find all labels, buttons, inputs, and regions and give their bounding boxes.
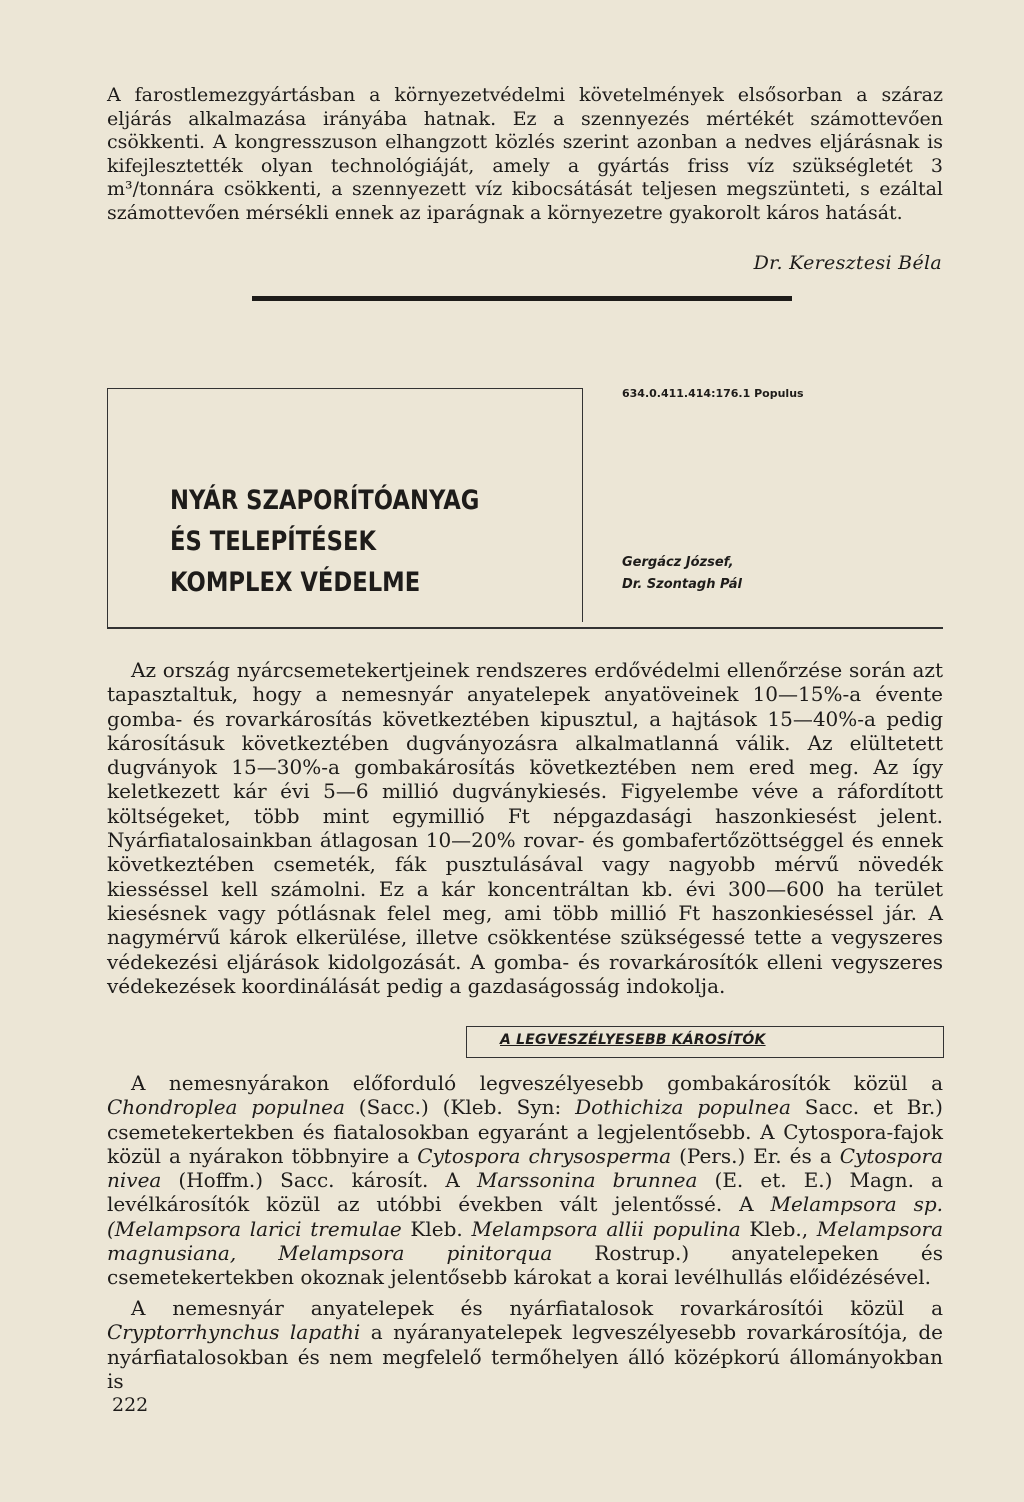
p2-text-3: Sacc. et Br.) csemetekertekben és fiatalosokban egyaránt a legjelentősebb. A Cytospora-fajok közül a nyárakon többnyire a <box>107 1095 943 1168</box>
p2-species-1: Chondroplea populnea <box>107 1095 345 1120</box>
intro-signature: Dr. Keresztesi Béla <box>753 252 942 274</box>
p2-species-7: Melampsora allii populina <box>471 1216 741 1241</box>
p2-text-9: Rostrup.) anyatelepeken és csemetekertekben okoznak jelentősebb károkat a korai levélhullás előidézésével. <box>107 1241 943 1290</box>
article-title-line-1: NYÁR SZAPORÍTÓANYAG <box>170 485 480 516</box>
body-paragraph-2 <box>107 1071 943 1290</box>
section-heading: A LEGVESZÉLYESEBB KÁROSÍTÓK <box>500 1032 766 1048</box>
frame-top-line <box>107 388 582 389</box>
section-heading-box <box>466 1026 944 1058</box>
frame-bottom-line <box>107 627 943 629</box>
frame-left-line <box>107 388 108 628</box>
p3-text-2: a nyáranyatelepek legveszélyesebb rovarkárosítója, de nyárfiatalosokban és nem megfelelő termőhelyen álló középkorú állományokban is <box>107 1320 943 1393</box>
p3-text-1: A nemesnyár anyatelepek és nyárfiatalosok rovarkárosítói közül a <box>131 1296 943 1320</box>
p2-text-2: (Sacc.) (Kleb. Syn: <box>344 1095 576 1120</box>
page-number: 222 <box>112 1394 149 1416</box>
body-paragraph-1: Az ország nyárcsemetekertjeinek rendszeres erdővédelmi ellenőrzése során azt tapasztaltuk, hogy a nemesnyár anyatelepek anyatöveinek 10—15%-a évente gomba- és rovarkárosítás következtében kipusztul, a hajtások 15—40%-a pedig károsításuk következtében dugványozásra alkalmatlanná válik. Az elültetett dugványok 15—30%-a gombakárosítás következtében nem ered meg. Az így keletkezett kár évi 5—6 millió dugványkiesés. Figyelembe véve a ráfordított költségeket, több mint egymillió Ft népgazdasági haszonkiesést jelent. Nyárfiatalosainkban átlagosan 10—20% rovar- és gombafertőzöttséggel és ennek következtében csemeték, fák pusztulásával vagy nagyobb mérvű növedék kiesséssel kell számolni. Ez a kár koncentráltan kb. évi 300—600 ha terület kiesésnek vagy pótlásnak felel meg, ami több millió Ft haszonkieséssel jár. A nagymérvű károk elkerülése, illetve csökkentése szükségessé tette a vegyszeres védekezési eljárások kidolgozását. A gomba- és rovarkárosítók elleni vegyszeres védekezések koordinálását pedig a gazdaságosság indokolja. <box>107 658 943 998</box>
article-authors <box>622 552 742 596</box>
p2-text-5: (Hoffm.) Sacc. károsít. A <box>161 1168 477 1193</box>
p3-species-1: Cryptorrhynchus lapathi <box>107 1320 361 1345</box>
p2-text-7: Kleb. <box>401 1216 472 1241</box>
article-title <box>170 480 479 603</box>
udc-classification: 634.0.411.414:176.1 Populus <box>622 387 804 400</box>
p2-text-4: (Pers.) Er. és a <box>671 1143 840 1168</box>
article-title-line-2: ÉS TELEPÍTÉSEK <box>170 526 377 557</box>
p2-species-8: Melampsora magnusiana, Melampsora pinitorqua <box>107 1216 943 1266</box>
body-paragraph-3 <box>107 1296 943 1393</box>
p2-species-5: Marssonina brunnea <box>476 1168 698 1193</box>
section-divider <box>252 296 792 301</box>
author-2: Dr. Szontagh Pál <box>622 577 742 592</box>
p2-species-4: Cytospora nivea <box>107 1143 943 1193</box>
p2-text-1: A nemesnyárakon előforduló legveszélyesebb gombakárosítók közül a <box>131 1071 943 1095</box>
p2-species-2: Dothichiza populnea <box>575 1095 791 1120</box>
p2-text-6: (E. et. E.) Magn. a levélkárosítók közül az utóbbi években vált jelentőssé. A <box>107 1168 944 1217</box>
article-header-frame <box>107 388 943 628</box>
p2-species-3: Cytospora chrysosperma <box>417 1143 672 1168</box>
intro-paragraph: A farostlemezgyártásban a környezetvédelmi követelmények elsősorban a száraz eljárás alkalmazása irányába hatnak. Ez a szennyezés mértékét számottevően csökkenti. A kongresszuson elhangzott közlés szerint azonban a nedves eljárásnak is kifejlesztették olyan technológiáját, amely a gyártás friss víz szükségletét 3 m³/tonnára csökkenti, a szennyezett víz kibocsátását teljesen megszünteti, s ezáltal számottevően mérsékli ennek az iparágnak a környezetre gyakorolt káros hatását. <box>107 84 943 224</box>
p2-species-6: Melampsora sp. (Melampsora larici tremulae <box>107 1192 943 1241</box>
section-box-bottom <box>466 1057 944 1058</box>
author-1: Gergácz József, <box>622 555 734 570</box>
frame-right-line <box>582 388 583 622</box>
section-box-right <box>943 1026 944 1058</box>
article-title-line-3: KOMPLEX VÉDELME <box>170 567 421 598</box>
section-box-top <box>466 1026 944 1027</box>
p2-text-8: Kleb., <box>740 1216 817 1241</box>
section-box-left <box>466 1026 467 1058</box>
